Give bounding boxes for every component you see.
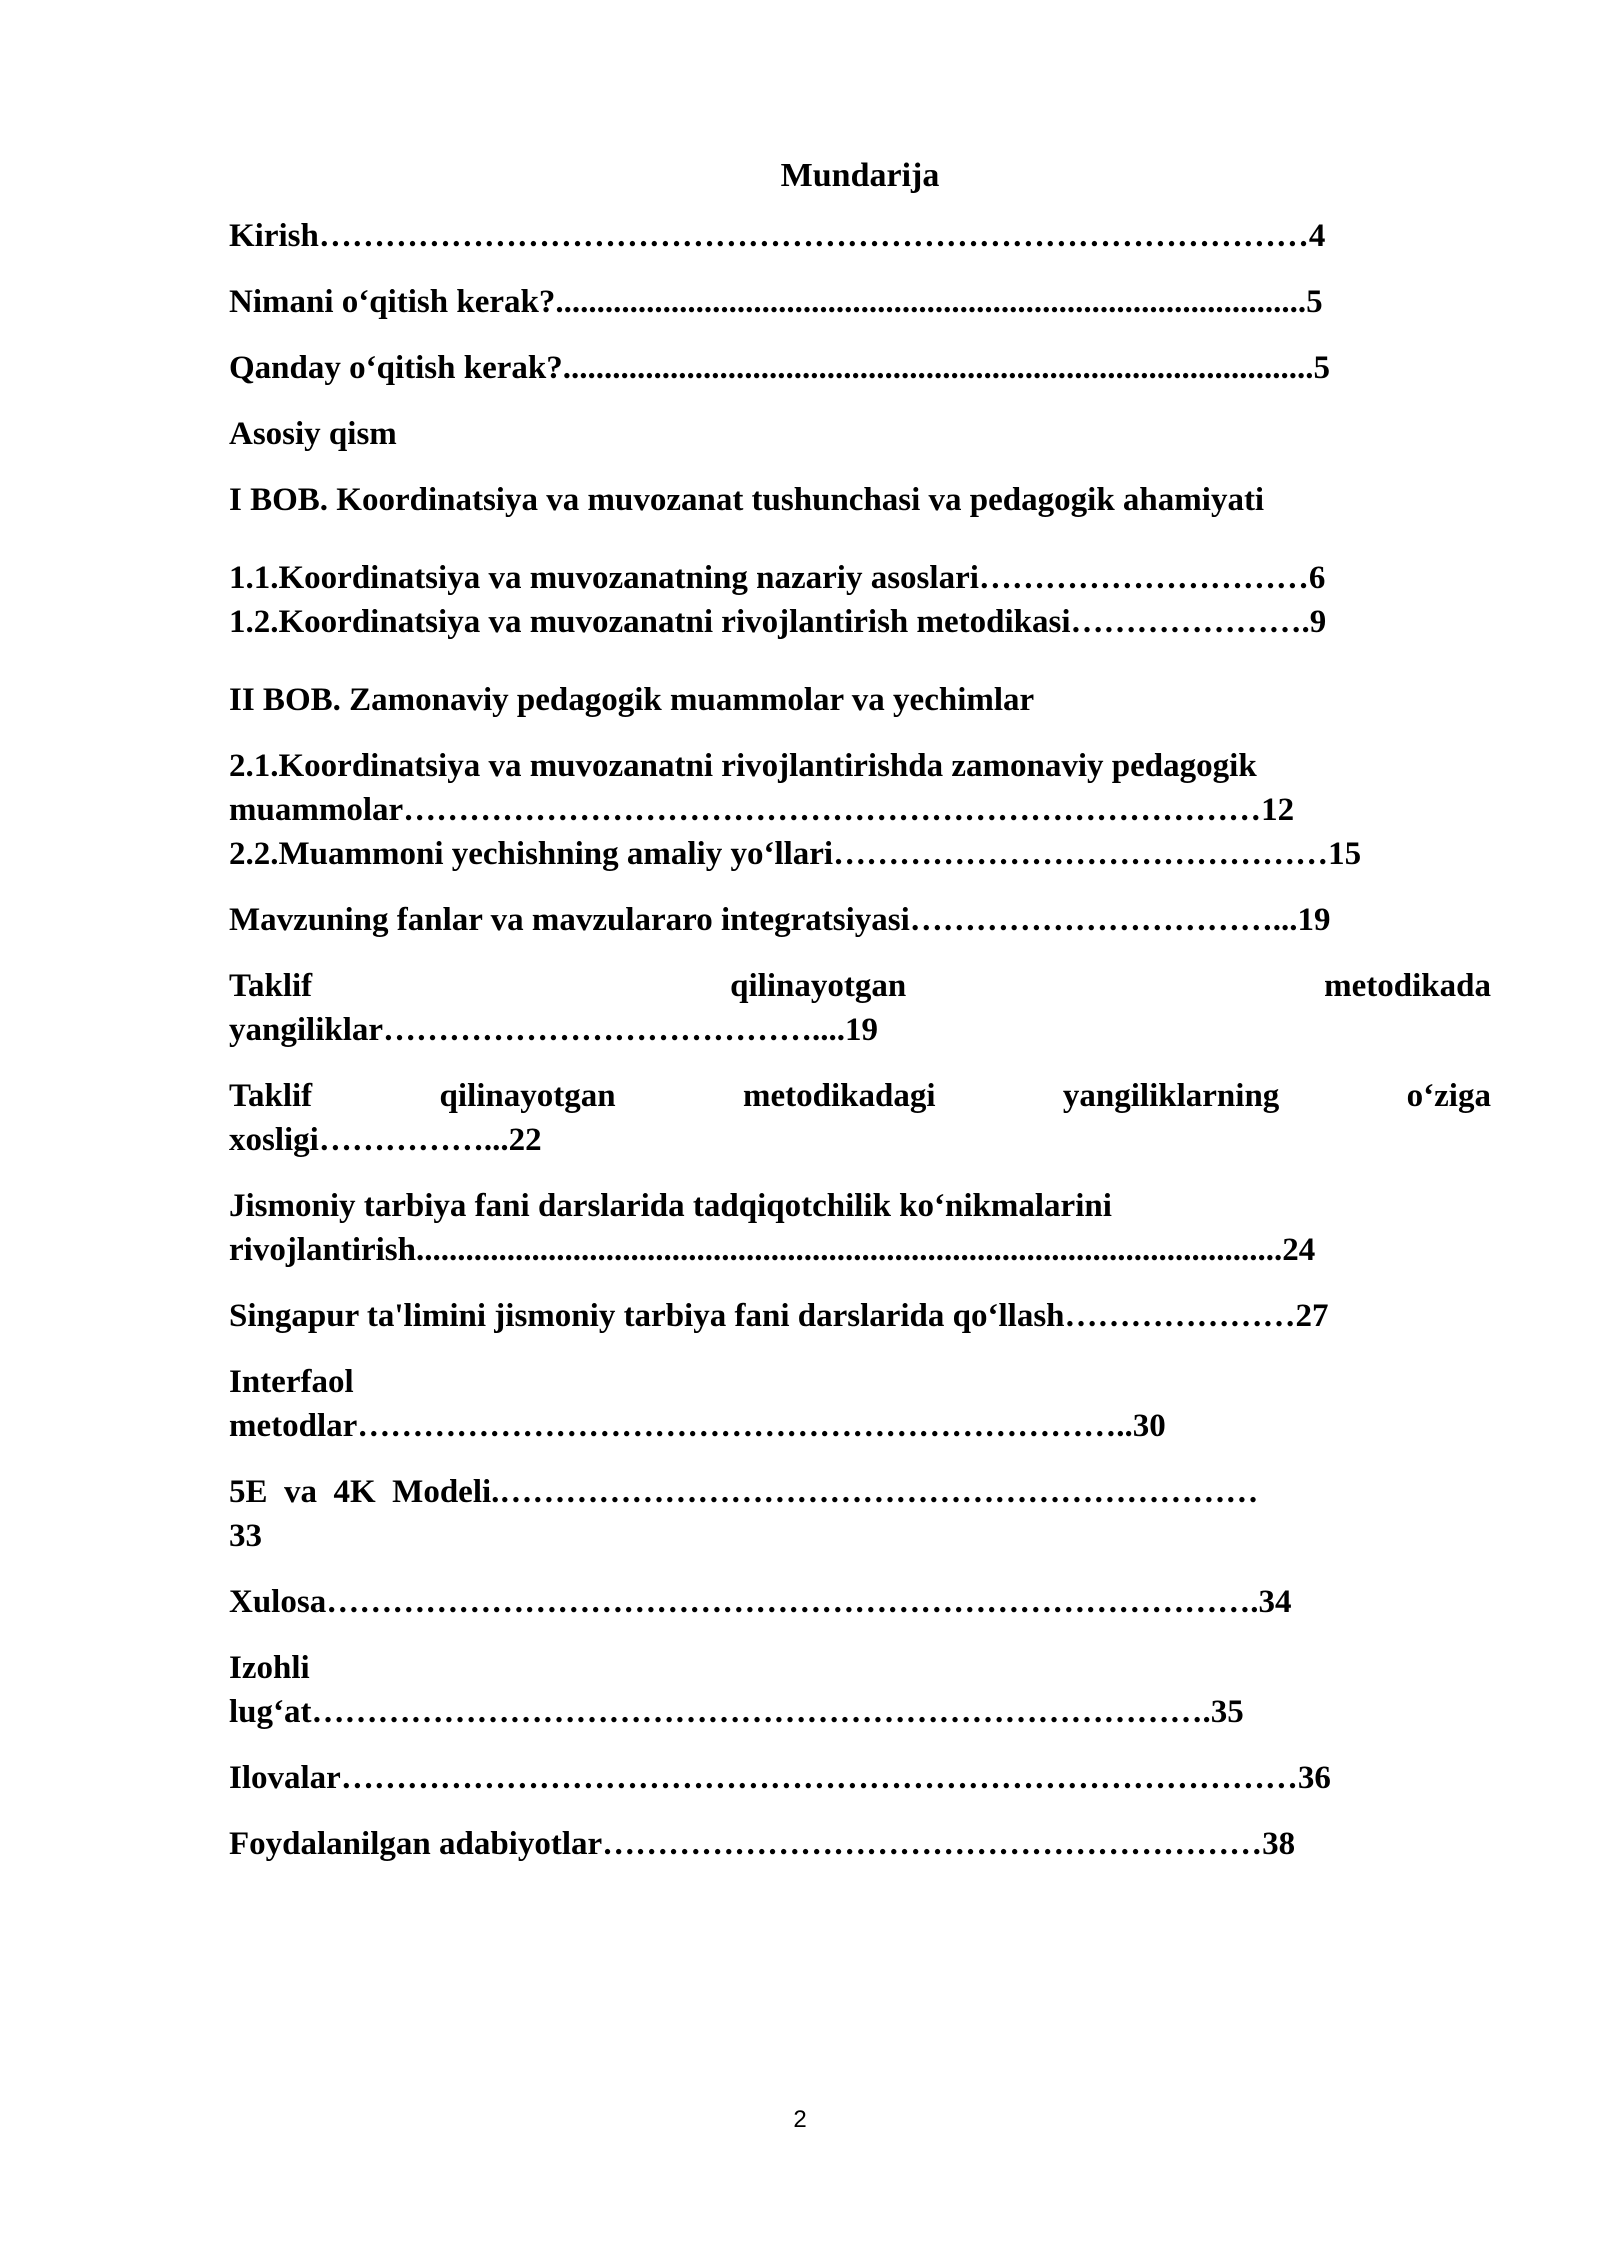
toc-entry-text: Izohli bbox=[229, 1650, 310, 1686]
toc-entry-text: Jismoniy tarbiya fani darslarida tadqiqotchilik ko‘nikmalarini bbox=[229, 1188, 1112, 1224]
toc-entry-text: metodlar……………………………………………………………..30 bbox=[229, 1408, 1166, 1444]
page-title: Mundarija bbox=[780, 157, 940, 194]
toc-entry-2-1[interactable] bbox=[229, 744, 1491, 832]
toc-word: qilinayotgan bbox=[439, 1078, 616, 1114]
toc-heading-bob2[interactable] bbox=[229, 678, 1491, 722]
toc-heading-text: Asosiy qism bbox=[229, 416, 397, 452]
toc-entry-text: Xulosa………………………………………………………………………….34 bbox=[229, 1584, 1292, 1620]
toc-entry-text: Singapur ta'limini jismoniy tarbiya fani darslarida qo‘llash…………………27 bbox=[229, 1298, 1329, 1334]
toc-entry-text: Interfaol bbox=[229, 1364, 354, 1400]
table-of-contents-page bbox=[229, 150, 1491, 1888]
toc-entry-justified-line bbox=[229, 964, 1491, 1008]
toc-word: metodikadagi bbox=[742, 1078, 936, 1114]
toc-heading-text: II BOB. Zamonaviy pedagogik muammolar va yechimlar bbox=[229, 682, 1035, 718]
toc-word: Taklif bbox=[229, 1078, 313, 1114]
toc-entry-izohli[interactable] bbox=[229, 1646, 1491, 1734]
toc-entry-mavzu[interactable] bbox=[229, 898, 1491, 942]
toc-entry-justified-line bbox=[229, 1074, 1491, 1118]
toc-entry-text: 1.1.Koordinatsiya va muvozanatning nazariy asoslari…………………………6 bbox=[229, 560, 1326, 596]
toc-entry-qanday[interactable] bbox=[229, 346, 1491, 390]
toc-entry-xulosa[interactable] bbox=[229, 1580, 1491, 1624]
toc-entry-nimani[interactable] bbox=[229, 280, 1491, 324]
toc-entry-text: Ilovalar……………………………………………………………………………36 bbox=[229, 1760, 1331, 1796]
toc-entry-text: 5E va 4K Modeli.…………………………………………………………… bbox=[229, 1474, 1259, 1510]
toc-entry-kirish[interactable] bbox=[229, 214, 1491, 258]
toc-heading-asosiy bbox=[229, 412, 1491, 456]
toc-entry-text: 1.2.Koordinatsiya va muvozanatni rivojlantirish metodikasi………………….9 bbox=[229, 604, 1327, 640]
toc-word: o‘ziga bbox=[1406, 1078, 1491, 1114]
toc-entry-1-2[interactable] bbox=[229, 600, 1491, 644]
toc-entry-taklif-xosligi[interactable] bbox=[229, 1074, 1491, 1162]
toc-heading-text: I BOB. Koordinatsiya va muvozanat tushunchasi va pedagogik ahamiyati bbox=[229, 482, 1265, 518]
toc-entry-text: 2.1.Koordinatsiya va muvozanatni rivojlantirishda zamonaviy pedagogik bbox=[229, 748, 1257, 784]
toc-word: Taklif bbox=[229, 968, 313, 1004]
toc-list bbox=[229, 214, 1491, 1866]
page-number: 2 bbox=[793, 2106, 807, 2133]
toc-entry-text: lug‘at……………………………………………………………………….35 bbox=[229, 1694, 1244, 1730]
toc-entry-text: yangiliklar…………………………………....19 bbox=[229, 1012, 879, 1048]
toc-entry-model[interactable] bbox=[229, 1470, 1491, 1558]
toc-word: metodikada bbox=[1324, 968, 1491, 1004]
toc-entry-text: xosligi……………...22 bbox=[229, 1122, 542, 1158]
toc-entry-text: Kirish………………………………………………………………………………4 bbox=[229, 218, 1326, 254]
toc-word: yangiliklarning bbox=[1062, 1078, 1280, 1114]
toc-entry-jismoniy[interactable] bbox=[229, 1184, 1491, 1272]
toc-entry-text: Nimani o‘qitish kerak?...........................................................................................5 bbox=[229, 284, 1323, 320]
toc-entry-text: muammolar……………………………………………………………………12 bbox=[229, 792, 1295, 828]
toc-entry-text: Foydalanilgan adabiyotlar……………………………………………………38 bbox=[229, 1826, 1296, 1862]
toc-heading-bob1[interactable] bbox=[229, 478, 1491, 522]
toc-entry-text: 2.2.Muammoni yechishning amaliy yo‘llari………………………………………15 bbox=[229, 836, 1362, 872]
toc-entry-ilovalar[interactable] bbox=[229, 1756, 1491, 1800]
toc-entry-2-2[interactable] bbox=[229, 832, 1491, 876]
toc-entry-1-1[interactable] bbox=[229, 556, 1491, 600]
toc-entry-singapur[interactable] bbox=[229, 1294, 1491, 1338]
toc-entry-interfaol[interactable] bbox=[229, 1360, 1491, 1448]
toc-word: qilinayotgan bbox=[730, 968, 907, 1004]
toc-entry-taklif-yangiliklar[interactable] bbox=[229, 964, 1491, 1052]
toc-entry-foydalanilgan[interactable] bbox=[229, 1822, 1491, 1866]
toc-entry-text: Qanday o‘qitish kerak?...........................................................................................5 bbox=[229, 350, 1330, 386]
toc-entry-text: 33 bbox=[229, 1518, 262, 1554]
toc-entry-text: rivojlantirish.........................................................................................................24 bbox=[229, 1232, 1316, 1268]
toc-entry-text: Mavzuning fanlar va mavzulararo integratsiyasi……………………………...19 bbox=[229, 902, 1331, 938]
